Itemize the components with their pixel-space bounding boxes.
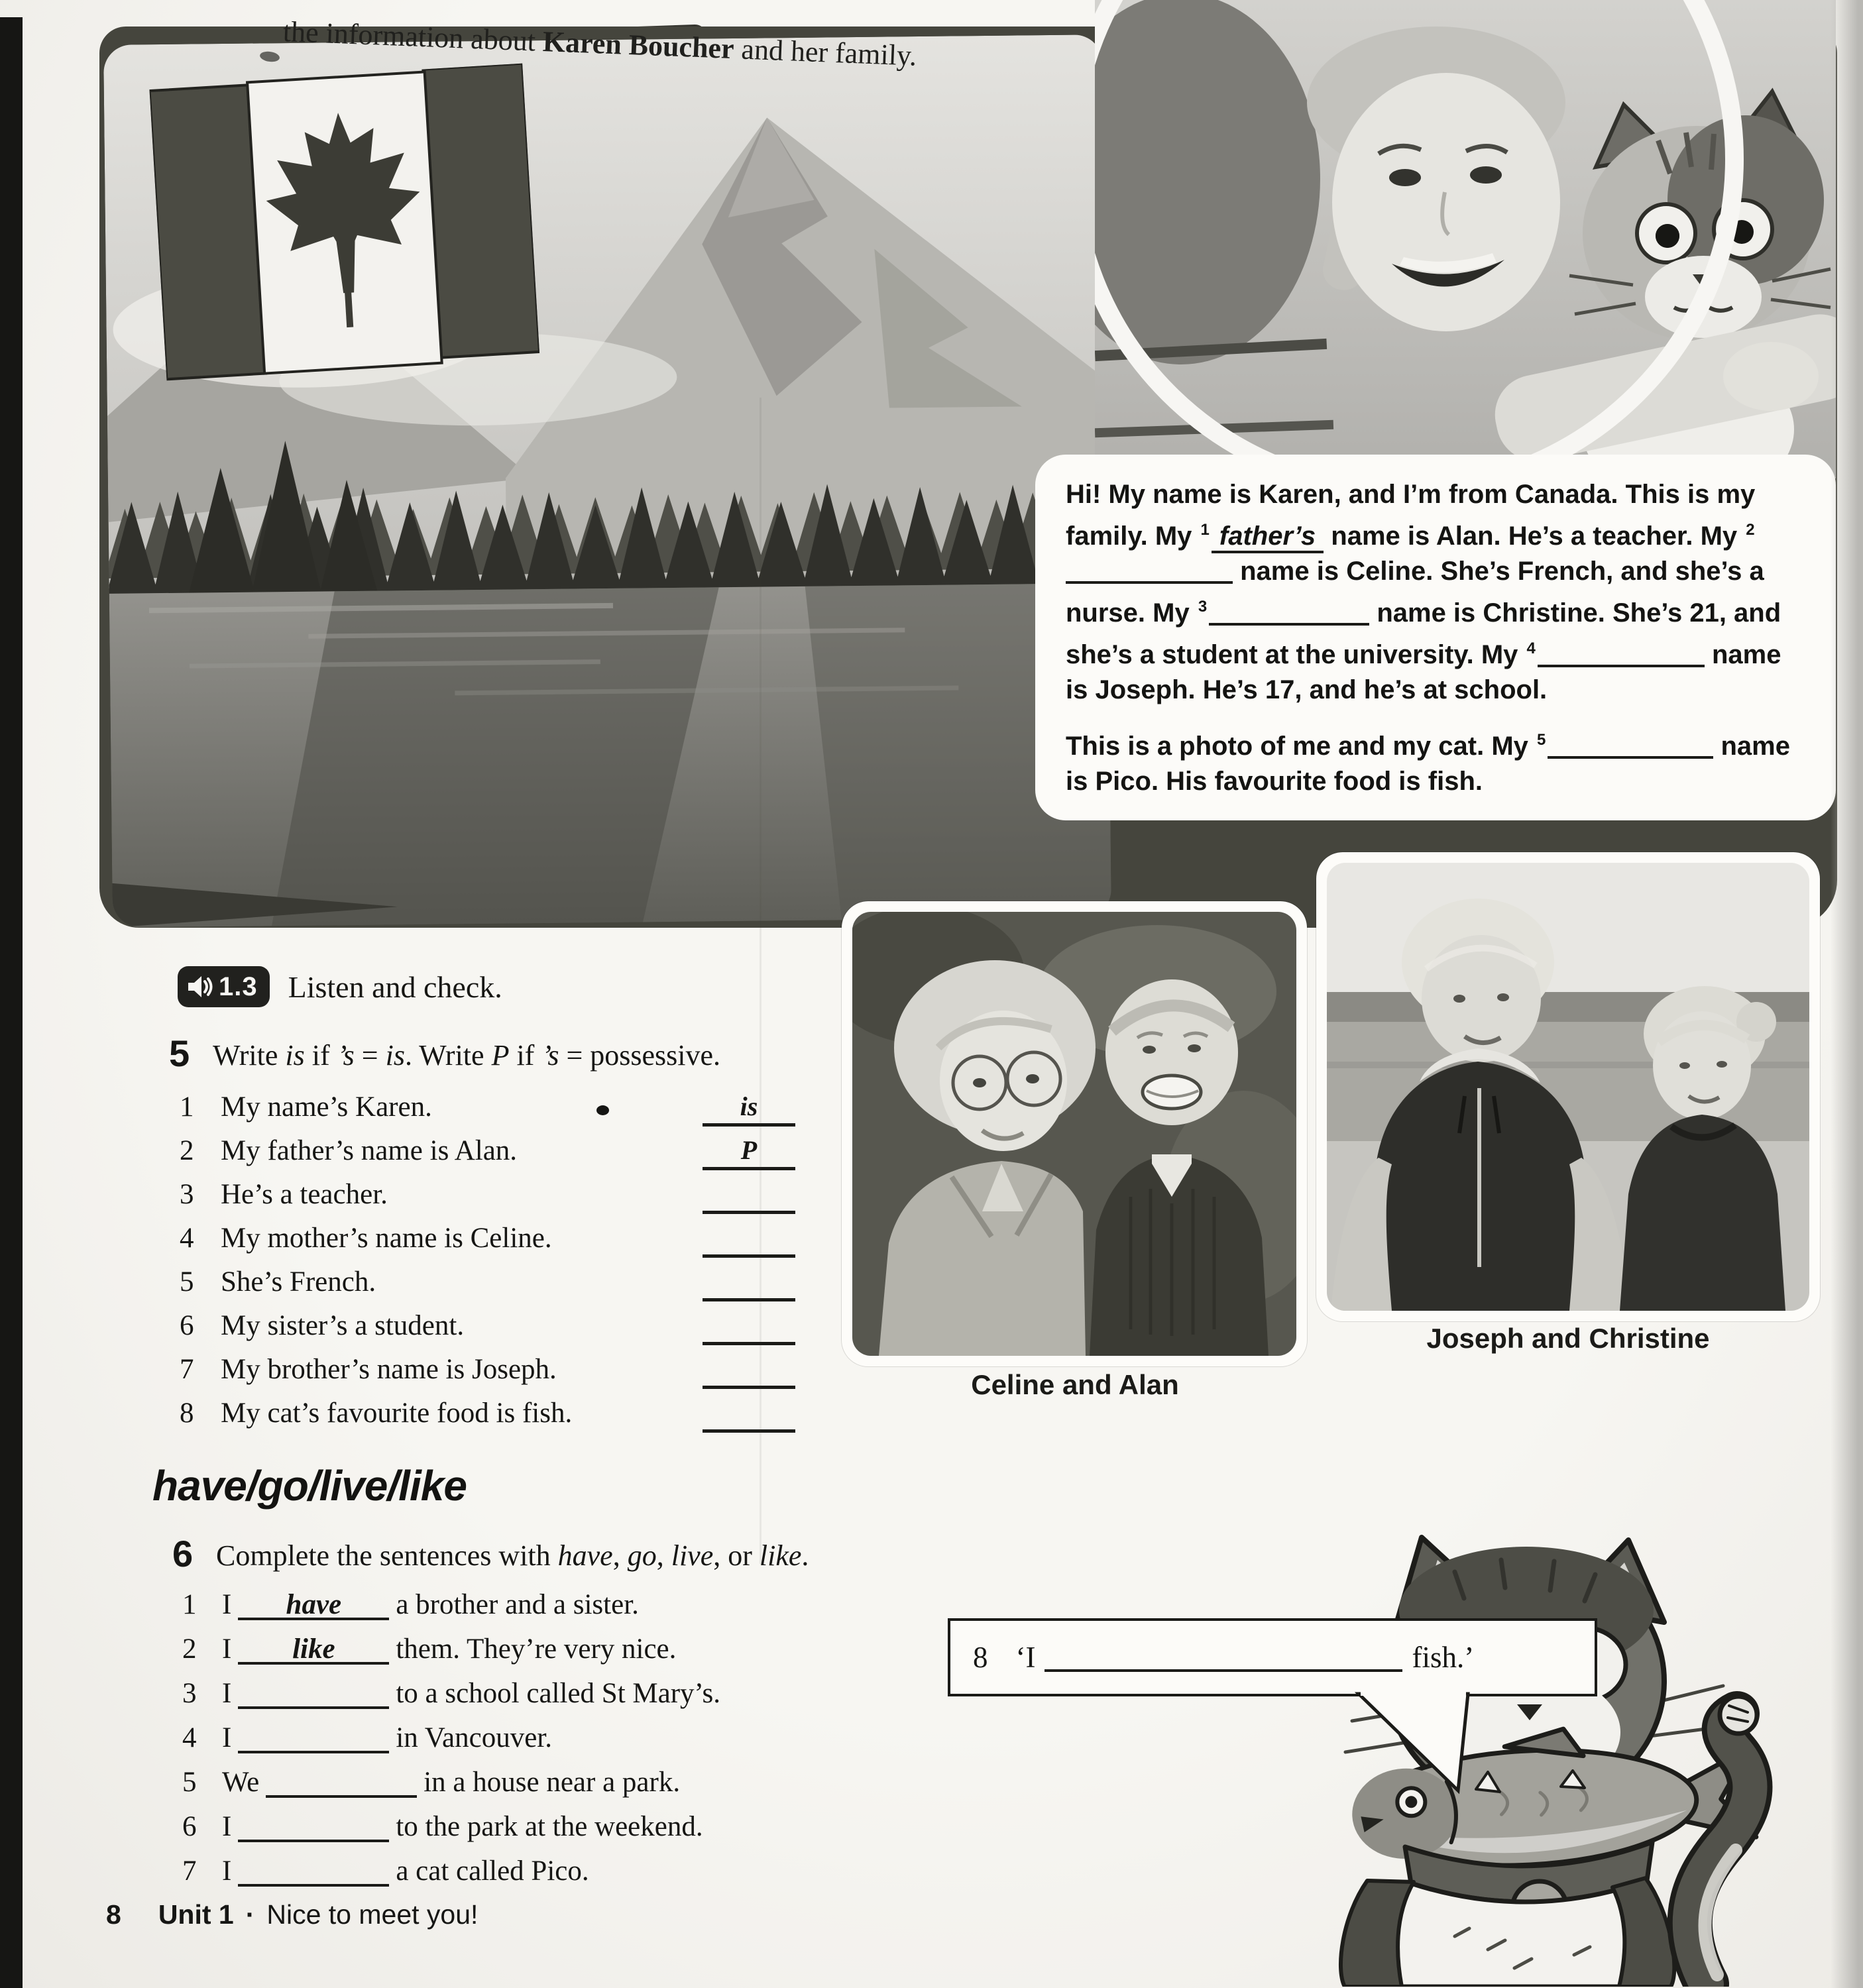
page-footer [106, 1899, 478, 1930]
item-number: 2 [182, 1633, 197, 1665]
cat-tail [1690, 1696, 1757, 1984]
caption-joseph-christine: Joseph and Christine [1426, 1323, 1710, 1354]
item-text: We [222, 1767, 260, 1798]
item-number: 1 [180, 1091, 194, 1123]
exercise-6-number: 6 [172, 1533, 194, 1574]
answer-blank-4[interactable] [703, 1223, 795, 1258]
list-item [182, 1855, 988, 1899]
item-text: I [222, 1589, 232, 1620]
bubble-text: name is Joseph. He’s 17, and he’s at school. [1066, 640, 1781, 704]
woman-face [1307, 27, 1565, 331]
item-number: 4 [180, 1223, 194, 1254]
blank-number-4: 4 [1526, 639, 1536, 657]
speaker-icon [186, 973, 213, 1000]
item-number: 3 [180, 1179, 194, 1210]
bubble-text: Hi! My name is Karen, and I’m from Canada. This is my family. My [1066, 480, 1756, 551]
list-item [169, 1222, 795, 1266]
exercise-6-header [172, 1535, 988, 1574]
scan-edge-left [0, 17, 23, 1988]
bubble-paragraph-1 [1066, 477, 1808, 708]
bubble-text: name is Celine. She’s French, and she’s a nurse. My [1066, 557, 1764, 628]
item-text: I [222, 1678, 232, 1709]
joseph-christine-photo [1316, 852, 1820, 1321]
exercise-5 [169, 1032, 795, 1441]
instruction-name-bold: Karen Boucher [542, 25, 735, 66]
item-text: She’s French. [221, 1266, 376, 1298]
item-text: to a school called St Mary’s. [396, 1678, 720, 1709]
exercise-5-items [169, 1091, 795, 1441]
bubble-text: name is Pico. His favourite food is fish. [1066, 732, 1790, 796]
item-number: 7 [182, 1855, 197, 1887]
list-item [182, 1722, 988, 1766]
item-text: ‘I [1015, 1641, 1036, 1674]
bubble-text: name is Alan. He’s a teacher. My [1324, 522, 1745, 551]
item-number: 3 [182, 1678, 197, 1709]
list-item [182, 1677, 988, 1722]
item-text: I [222, 1811, 232, 1842]
list-item [169, 1309, 795, 1353]
item-text: I [222, 1633, 232, 1665]
item-text: My sister’s a student. [221, 1310, 465, 1341]
item-number: 7 [180, 1354, 194, 1385]
exercise-5-instruction: Write is if ’s = is. Write P if ’s = possessive. [213, 1039, 721, 1072]
exercise-6-instruction: Complete the sentences with have, go, live, or like. [216, 1539, 809, 1572]
fill-blank-8[interactable] [1044, 1643, 1402, 1672]
answer-blank-3[interactable] [703, 1179, 795, 1214]
list-item [169, 1178, 795, 1222]
fill-blank-2[interactable]: like [238, 1633, 389, 1665]
list-item [182, 1588, 988, 1633]
list-item [182, 1633, 988, 1677]
item-number: 2 [180, 1135, 194, 1166]
blank-5[interactable] [1548, 734, 1713, 759]
fill-blank-4[interactable] [238, 1722, 389, 1753]
item-text: My brother’s name is Joseph. [221, 1354, 557, 1385]
blank-1-answer[interactable]: father’s [1212, 522, 1324, 553]
exercise-6-items [182, 1588, 988, 1899]
answer-blank-6[interactable] [703, 1310, 795, 1345]
fill-blank-5[interactable] [266, 1766, 417, 1798]
item-text: I [222, 1855, 232, 1887]
unit-label: Unit 1 [158, 1899, 234, 1930]
list-item [169, 1397, 795, 1441]
item-text: My cat’s favourite food is fish. [221, 1398, 573, 1429]
blank-3[interactable] [1209, 600, 1369, 626]
blank-4[interactable] [1538, 642, 1705, 667]
separator-dot: · [245, 1899, 255, 1930]
blank-number-2: 2 [1746, 521, 1755, 539]
item-text: My mother’s name is Celine. [221, 1223, 552, 1254]
audio-track-badge[interactable] [178, 966, 270, 1007]
answer-blank-7[interactable] [703, 1354, 795, 1389]
list-item [169, 1266, 795, 1309]
canada-flag [149, 64, 540, 385]
ink-dot [596, 1105, 609, 1115]
instruction-text: the information about [282, 15, 543, 58]
speech-box-tail [1339, 1683, 1538, 1802]
item-text: in a house near a park. [423, 1767, 681, 1798]
item-text: fish.’ [1412, 1641, 1475, 1674]
item-number: 4 [182, 1722, 197, 1753]
fill-blank-1[interactable]: have [238, 1588, 389, 1620]
item-text: I [222, 1722, 232, 1753]
item-number: 8 [180, 1398, 194, 1429]
answer-blank-1[interactable]: is [703, 1091, 795, 1127]
exercise-6-section [152, 1461, 988, 1899]
page-crease [760, 398, 762, 1564]
page-number: 8 [106, 1899, 121, 1930]
item-text: He’s a teacher. [221, 1179, 388, 1210]
item-text: My father’s name is Alan. [221, 1135, 518, 1166]
item-number: 6 [180, 1310, 194, 1341]
item-number: 8 [973, 1641, 988, 1674]
list-item [169, 1091, 795, 1134]
fill-blank-3[interactable] [238, 1677, 389, 1709]
bubble-text: This is a photo of me and my cat. My [1066, 732, 1536, 761]
list-item [169, 1353, 795, 1397]
blank-number-5: 5 [1537, 731, 1546, 749]
answer-blank-2[interactable]: P [703, 1135, 795, 1170]
list-item [169, 1134, 795, 1178]
item-text: to the park at the weekend. [396, 1811, 703, 1842]
karen-intro-speech-bubble [1035, 455, 1836, 820]
answer-blank-5[interactable] [703, 1266, 795, 1301]
item-number: 5 [180, 1266, 194, 1298]
scan-edge-right [1831, 0, 1863, 1988]
fill-blank-7[interactable] [238, 1855, 389, 1887]
fill-blank-6[interactable] [238, 1810, 389, 1842]
exercise-5-number: 5 [169, 1032, 190, 1074]
blank-number-3: 3 [1198, 598, 1208, 616]
item-number: 6 [182, 1811, 197, 1842]
item-number: 5 [182, 1767, 197, 1798]
exercise-5-header [169, 1032, 795, 1074]
caption-celine-alan: Celine and Alan [971, 1369, 1179, 1400]
bubble-paragraph-2 [1066, 722, 1808, 799]
blank-number-1: 1 [1200, 521, 1210, 539]
bubble-text: name is Christine. She’s 21, and she’s a student at the university. My [1066, 598, 1781, 669]
item-number: 1 [182, 1589, 197, 1620]
item-text: them. They’re very nice. [396, 1633, 677, 1665]
item-text: a cat called Pico. [396, 1855, 589, 1887]
instruction-text: and her family. [733, 32, 918, 72]
item-text: a brother and a sister. [396, 1589, 639, 1620]
listen-label: Listen and check. [288, 969, 502, 1004]
item-text: in Vancouver. [396, 1722, 552, 1753]
list-item [182, 1766, 988, 1810]
listen-row [178, 966, 502, 1007]
list-item [182, 1810, 988, 1855]
item-text: My name’s Karen. [221, 1091, 432, 1123]
section-heading: have/go/live/like [152, 1462, 467, 1510]
celine-alan-photo [842, 901, 1307, 1366]
blank-2[interactable] [1066, 559, 1233, 584]
audio-track-number: 1.3 [219, 971, 258, 1001]
unit-title: Nice to meet you! [266, 1899, 479, 1930]
answer-blank-8[interactable] [703, 1398, 795, 1433]
